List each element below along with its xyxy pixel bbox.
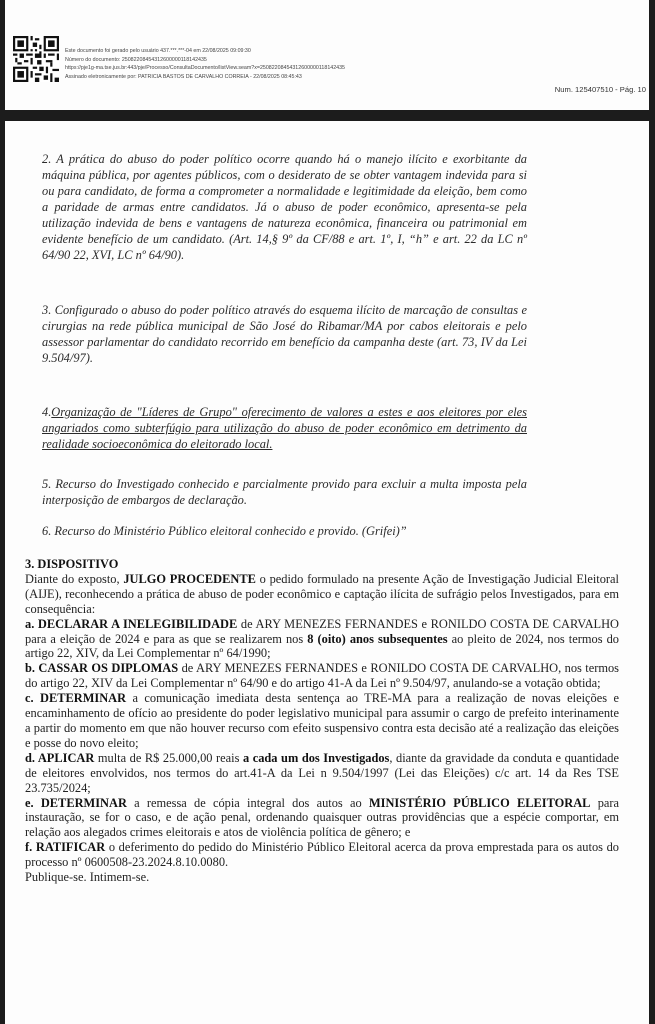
closing-line: Publique-se. Intimem-se. bbox=[25, 870, 150, 885]
section-heading: 3. DISPOSITIVO bbox=[25, 557, 119, 571]
previous-page-footer bbox=[5, 0, 649, 110]
item-e: e. DETERMINAR a remessa de cópia integral dos autos ao MINISTÉRIO PÚBLICO ELEITORAL para instauração, se for o caso, e de ação penal, ordenando quaisquer outras providências que a espécie comportar, em relação aos alegados crimes eleitorais e atos de violência política de gênero; e bbox=[25, 795, 620, 840]
document-number-line: Número do documento: 25082208454312600000118142435 bbox=[65, 56, 207, 63]
item-b: b. CASSAR OS DIPLOMAS de ARY MENEZES FERNANDES e RONILDO COSTA DE CARVALHO, nos termos do artigo 22, XIV da Lei Complementar nº 64/90 e do artigo 41-A da Lei nº 9.504/97, anulando-se a votação obtida; bbox=[25, 661, 619, 691]
page-number: Num. 125407510 - Pág. 10 bbox=[554, 85, 646, 94]
quote-item-6: 6. Recurso do Ministério Público eleitoral conhecido e provido. (Grifei)” bbox=[42, 524, 407, 538]
item-a: a. DECLARAR A INELEGIBILIDADE de ARY MENEZES FERNANDES e RONILDO COSTA DE CARVALHO para a eleição de 2024 e para as que se realizarem nos 8 (oito) anos subsequentes ao pleito de 2024, nos termos do artigo 22, XIV, da Lei Complementar nº 64/1990; bbox=[25, 616, 619, 661]
quote-item-2: 2. A prática do abuso do poder político ocorre quando há o manejo ilícito e exorbitante da máquina pública, por agentes públicos, com o desiderato de se obter vantagem indevida para si ou para candidato, de forma a comprometer a normalidade e legitimidade da eleição, bem como a paridade de armas entre candidatos. Já o abuso de poder econômico, apresenta-se pela utilização indevida de bens e vantagens de natureza econômica, financeira ou patrimonial em evidente benefício de um candidato. (Art. 14,§ 9º da CF/88 e art. 1º, I, “h” e art. 22 da LC nº 64/90 22, XVI, LC nº 64/90). bbox=[42, 152, 527, 262]
quote-item-3: 3. Configurado o abuso do poder político através do esquema ilícito de marcação de consultas e cirurgias na rede pública municipal de São José do Ribamar/MA por cabos eleitorais e pelo assessor parlamentar do candidato recorrido em benefício da campanha deste (art. 73, IV da Lei 9.504/97). bbox=[42, 303, 527, 365]
qr-code-icon bbox=[13, 36, 59, 82]
dispositivo-section bbox=[25, 557, 619, 885]
document-metadata bbox=[65, 47, 345, 81]
item-d: d. APLICAR multa de R$ 25.000,00 reais a cada um dos Investigados, diante da gravidade da conduta e quantidade de eleitores envolvidos, nos termos do art.41-A da Lei n 9.504/1997 (Lei das Eleições) c/c art. 14 da Res TSE 23.735/2024; bbox=[25, 750, 619, 795]
intro-paragraph: Diante do exposto, JULGO PROCEDENTE o pedido formulado na presente Ação de Investigação Judicial Eleitoral (AIJE), reconhecendo a prática de abuso de poder econômico e captação ilícita de sufrágio pelos Investigados, para em consequência: bbox=[25, 571, 619, 616]
quote-item-4 bbox=[42, 404, 527, 452]
document-url-line[interactable]: https://pje1g-ma.tse.jus.br:443/pje/Processo/ConsultaDocumento/listView.seam?x=25082208454312600000118142435 bbox=[65, 65, 345, 72]
document-page bbox=[5, 121, 649, 1024]
quote-item-4-text: Organização de "Líderes de Grupo" oferecimento de valores a estes e aos eleitores por eles angariados como subterfúgio para utilização do abuso de poder econômico em detrimento da realidade socioeconômica do eleitorado local. bbox=[42, 405, 527, 451]
item-f: f. RATIFICAR o deferimento do pedido do Ministério Público Eleitoral acerca da prova emprestada para os autos do processo nº 0600508-23.2024.8.10.0080. bbox=[25, 840, 619, 870]
signed-by-line: Assinado eletronicamente por: PATRICIA BASTOS DE CARVALHO CORREIA - 22/08/2025 08:45:43 bbox=[65, 73, 302, 80]
item-c: c. DETERMINAR a comunicação imediata desta sentença ao TRE-MA para a realização de novas eleições e encaminhamento de ofício ao presidente do poder legislativo municipal para assumir o cargo de prefeito interinamente a partir do momento em que não houver recurso com efeito suspensivo contra esta decisão até a realização das eleições e posse do novo eleito; bbox=[25, 691, 619, 750]
quote-item-4-number: 4. bbox=[42, 405, 52, 419]
generated-by-line: Este documento foi gerado pelo usuário 437.***.***-04 em 22/08/2025 09:09:30 bbox=[65, 48, 251, 54]
quote-item-5: 5. Recurso do Investigado conhecido e parcialmente provido para excluir a multa imposta pela interposição de embargos de declaração. bbox=[42, 477, 527, 507]
